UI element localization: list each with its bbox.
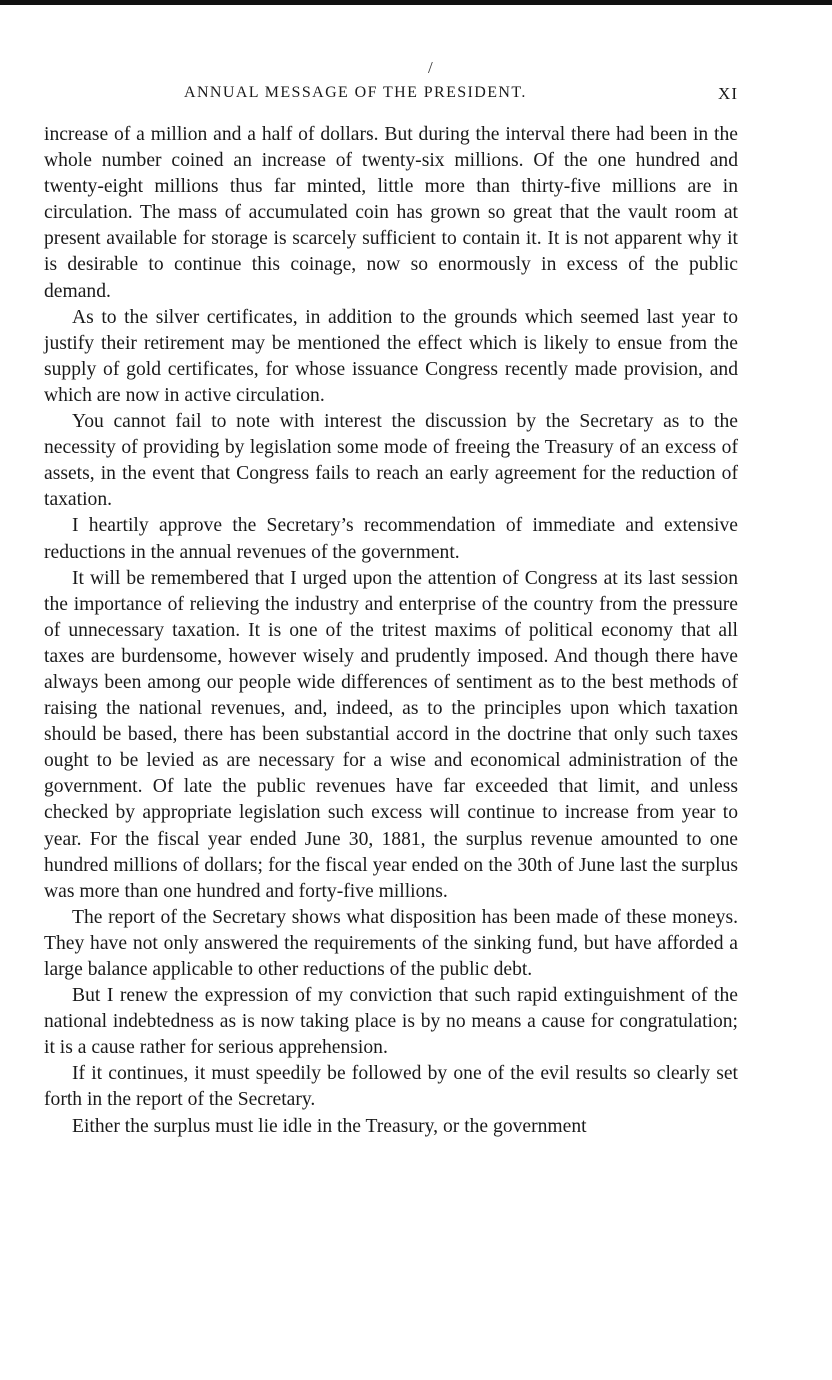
paragraph-approve-reductions: I heartily approve the Secretary’s recommendation of immediate and extensive reductions in the annual revenues of the government. [44,515,738,563]
stray-pen-mark: / [428,58,433,77]
paragraph-conviction: But I renew the expression of my conviction that such rapid extinguishment of the national indebtedness as is now taking place is by no means a cause for congratulation; it is a cause rather for serious apprehension. [44,985,738,1059]
paragraph-excess-of-assets: You cannot fail to note with interest the discussion by the Secretary as to the necessity of providing by legislation some mode of freeing the Treasury of an excess of assets, in the event that Congress fails to reach an early agreement for the reduction of taxation. [44,411,738,511]
running-header [44,84,738,108]
paragraph-continuation: increase of a million and a half of dollars. But during the interval there had been in the whole number coined an increase of twenty-six millions. Of the one hundred and twenty-eight millions thus far minted, little more than thirty-five millions are in circulation. The mass of accumulated coin has grown so great that the vault room at present available for storage is scarcely sufficient to contain it. It is not apparent why it is desirable to continue this coinage, now so enormously in excess of the public demand. [44,124,738,302]
paragraph-silver-certificates: As to the silver certificates, in addition to the grounds which seemed last year to justify their retirement may be mentioned the effect which is likely to ensue from the supply of gold certificates, for whose issuance Congress recently made provision, and which are now in active circulation. [44,306,738,406]
paragraph-surplus-idle: Either the surplus must lie idle in the Treasury, or the government [72,1115,587,1137]
running-title: ANNUAL MESSAGE OF THE PRESIDENT. [184,84,527,101]
paragraph-evil-results: If it continues, it must speedily be followed by one of the evil results so clearly set forth in the report of the Secretary. [44,1063,738,1111]
text-body [44,122,738,1140]
paragraph-disposition-of-moneys: The report of the Secretary shows what disposition has been made of these moneys. They have not only answered the requirements of the sinking fund, but have afforded a large balance applicable to other reductions of the public debt. [44,906,738,980]
top-border-rule [0,0,832,5]
paragraph-unnecessary-taxation: It will be remembered that I urged upon the attention of Congress at its last session the importance of relieving the industry and enterprise of the country from the pressure of unnecessary taxation. It is one of the tritest maxims of political economy that all taxes are burdensome, however wisely and prudently imposed. And though there have always been among our people wide differences of sentiment as to the best methods of raising the national revenues, and, indeed, as to the principles upon which taxation should be based, there has been substantial accord in the doctrine that only such taxes ought to be levied as are necessary for a wise and economical administration of the government. Of late the public revenues have far exceeded that limit, and unless checked by appropriate legislation such excess will continue to increase from year to year. For the fiscal year ended June 30, 1881, the surplus revenue amounted to one hundred millions of dollars; for the fiscal year ended on the 30th of June last the surplus was more than one hundred and forty-five millions. [44,567,738,902]
page-number: XI [718,84,738,103]
